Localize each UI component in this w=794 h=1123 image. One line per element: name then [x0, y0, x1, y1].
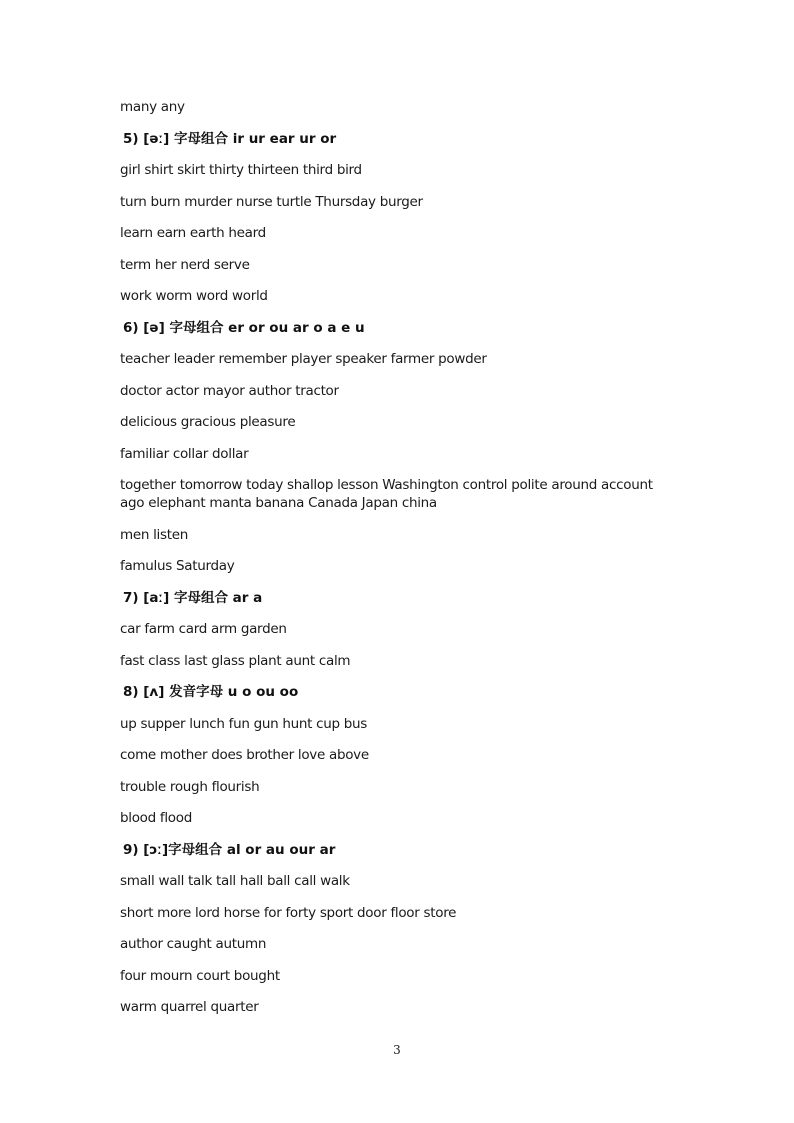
word-line: many any — [120, 99, 185, 115]
word-line-wrapped: together tomorrow today shallop lesson Washington control polite around account ago elephant manta banana Canada Japan china — [120, 477, 653, 511]
word-line: girl shirt skirt thirty thirteen third bird — [120, 162, 362, 178]
section-heading-8: 8) [ʌ] 发音字母 u o ou oo — [123, 684, 299, 700]
word-line: warm quarrel quarter — [120, 999, 259, 1015]
section-heading-5: 5) [əː] 字母组合 ir ur ear ur or — [123, 130, 337, 147]
page-number: 3 — [393, 1043, 401, 1057]
word-line: familiar collar dollar — [120, 445, 249, 462]
page-content — [120, 98, 680, 1030]
word-line: doctor actor mayor author tractor — [120, 382, 339, 399]
word-line: work worm word world — [120, 288, 268, 304]
section-heading-7: 7) [aː] 字母组合 ar a — [123, 589, 263, 606]
word-line: author caught autumn — [120, 936, 267, 952]
word-line: short more lord horse for forty sport door floor store — [120, 904, 457, 921]
word-line: men listen — [120, 526, 188, 543]
word-line: four mourn court bought — [120, 967, 280, 984]
word-line: blood flood — [120, 810, 192, 826]
word-line: famulus Saturday — [120, 558, 235, 574]
section-heading-9: 9) [ɔː]字母组合 al or au our ar — [123, 841, 336, 858]
word-line: learn earn earth heard — [120, 225, 266, 241]
word-line: turn burn murder nurse turtle Thursday burger — [120, 193, 423, 210]
section-heading-6: 6) [ə] 字母组合 er or ou ar o a e u — [123, 319, 365, 336]
word-line: come mother does brother love above — [120, 747, 369, 763]
word-line: trouble rough flourish — [120, 778, 260, 795]
word-line: delicious gracious pleasure — [120, 414, 296, 430]
word-line: small wall talk tall hall ball call walk — [120, 873, 350, 889]
word-line: teacher leader remember player speaker farmer powder — [120, 351, 487, 367]
word-line: term her nerd serve — [120, 256, 250, 273]
word-line: car farm card arm garden — [120, 621, 287, 637]
word-line: up supper lunch fun gun hunt cup bus — [120, 715, 368, 732]
word-line: fast class last glass plant aunt calm — [120, 652, 351, 669]
